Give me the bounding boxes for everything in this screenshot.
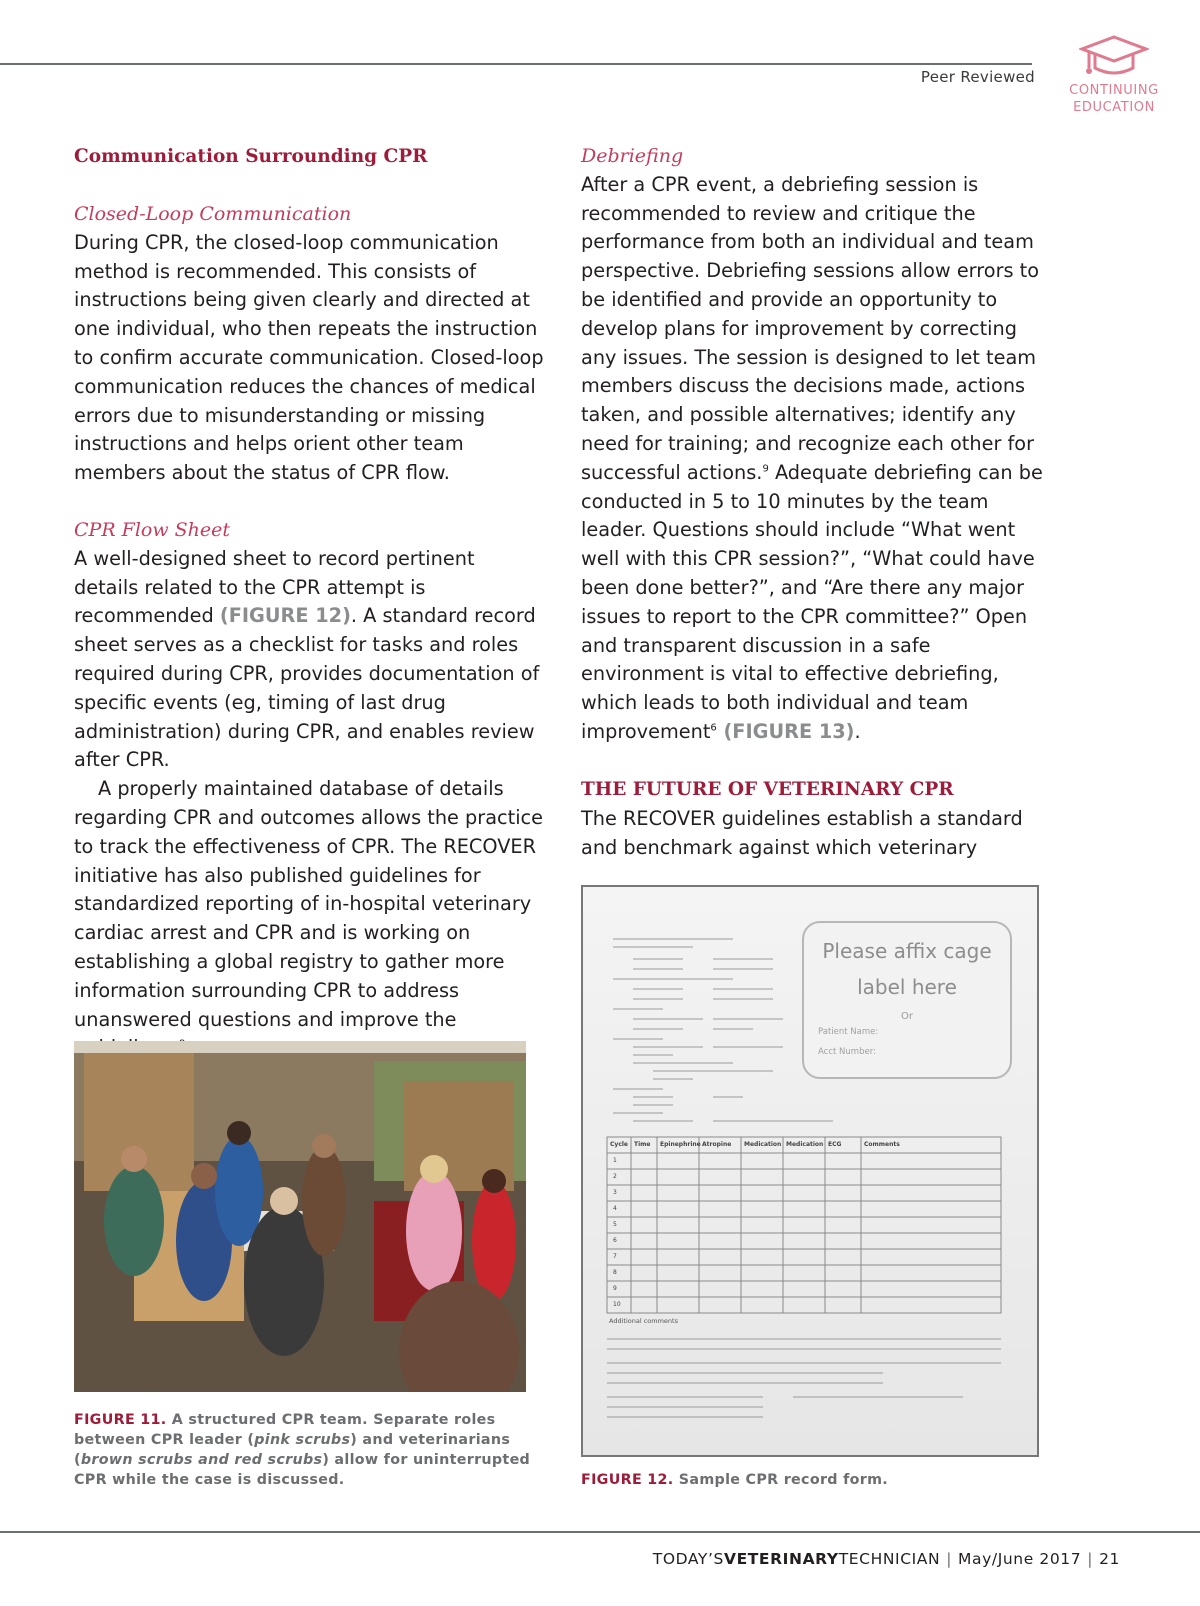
subheading-closed-loop: Closed-Loop Communication [74,203,352,225]
caption-text: Sample CPR record form. [673,1472,889,1488]
affix-line-1: Please affix cage [822,939,992,963]
form-table-header: Medication [786,1141,824,1148]
figure-11-photo [74,1041,526,1392]
magazine-title-bold: VETERINARY [723,1550,839,1568]
figure-11-caption [74,1410,534,1490]
form-table-header: Cycle [610,1141,628,1148]
footer-separator: | [946,1550,953,1568]
form-cycle-number: 9 [613,1285,617,1292]
figure-12-cpr-record-form [581,885,1039,1457]
text-span: Adequate debriefing can be conducted in 5 to 10 minutes by the team leader. Questions should include “What went well with this CPR session?”, “What could have been done better?”, and “Are there any major issues to report to the CPR committee?” Open and transparent discussion in a safe environment is vital to effective debriefing, which leads to both individual and team improvement [581,460,1043,743]
issue-date: May/June 2017 [958,1550,1082,1568]
form-cycle-number: 6 [613,1237,617,1244]
form-cycle-number: 5 [613,1221,617,1228]
form-cycle-number: 10 [613,1301,621,1308]
caption-emphasis: brown scrubs and red scrubs [80,1452,323,1468]
form-table-header: ECG [828,1141,842,1148]
section-heading-communication: Communication Surrounding CPR [74,146,428,167]
form-cycle-number: 4 [613,1205,617,1212]
peer-reviewed-label: Peer Reviewed [920,68,1035,86]
figure-12-reference[interactable]: (FIGURE 12) [219,604,351,628]
subheading-debriefing: Debriefing [581,145,684,167]
text-span: . [854,719,861,743]
paragraph-database [74,775,544,1063]
patient-name-field: Patient Name: [818,1027,879,1037]
magazine-title-prefix: TODAY’S [652,1550,724,1568]
paragraph-flow-sheet [74,545,544,775]
acct-number-field: Acct Number: [818,1047,876,1057]
form-cycle-number: 7 [613,1253,617,1260]
paragraph-debriefing [581,171,1047,747]
form-table-header: Comments [864,1141,900,1148]
subheading-cpr-flow-sheet: CPR Flow Sheet [74,518,231,541]
form-table-header: Epinephrine [660,1141,701,1148]
cpr-team-photo [74,1041,526,1392]
right-column [581,142,1047,862]
citation-9: 9 [762,463,769,475]
text-span: . A standard record sheet serves as a checklist for tasks and roles required during CPR, provides documentation of specific events (eg, timing of last drug administration) during CPR, and enables review after CPR. [74,604,540,772]
form-table-header: Time [634,1141,651,1148]
form-table-header: Medication [744,1141,782,1148]
citation-6: 6 [710,722,717,734]
caption-text: ) allow for uninterrupted CPR while the case is discussed. [74,1452,531,1488]
left-column [74,142,544,1063]
paragraph-closed-loop: During CPR, the closed-loop communication method is recommended. This consists of instructions being given clearly and directed at one individual, who then repeats the instruction to confirm accurate communication. Closed-loop communication reduces the chances of medical errors due to misunderstanding or missing instructions and helps orient other team members about the status of CPR flow. [74,230,544,485]
cage-label-box [802,921,1012,1079]
additional-comments-label: Additional comments [609,1317,678,1325]
form-cycle-number: 1 [613,1157,617,1164]
caption-text: ) and veterinarians ( [74,1432,511,1468]
page-footer [600,1550,1120,1568]
caption-emphasis: pink scrubs [254,1432,351,1448]
text-span: A properly maintained database of details regarding CPR and outcomes allows the practice to track the effectiveness of CPR. The RECOVER initiative has also published guidelines for standardized reporting of in-hospital veterinary cardiac arrest and CPR and is working on establishing a global registry to gather more information surrounding CPR to address unanswered questions and improve the [74,777,544,1031]
cycle-table-text [607,1137,1001,1313]
paragraph-future: The RECOVER guidelines establish a standard and benchmark against which veterinary [581,806,1023,859]
form-table-header: Atropine [702,1141,732,1148]
figure-13-reference[interactable]: (FIGURE 13) [716,719,855,743]
figure-12-label: FIGURE 12. [581,1472,674,1488]
badge-line-2: EDUCATION [1073,100,1155,115]
figure-12-caption [581,1470,1041,1490]
header-rule [0,63,1032,65]
badge-line-1: CONTINUING [1069,83,1159,98]
affix-or: Or [901,1011,913,1022]
footer-separator: | [1087,1550,1094,1568]
form-cycle-number: 2 [613,1173,617,1180]
page-number: 21 [1099,1550,1120,1568]
text-span: After a CPR event, a debriefing session is recommended to review and critique the performance from both an individual and team perspective. Debriefing sessions allow errors to be identified and provide an opportunity to develop plans for improvement by correcting any issues. The session is designed to let team members discuss the decisions made, actions taken, and possible alternatives; identify any need for training; and recognize each other for successful actions. [581,172,1040,484]
text-span: A well-designed sheet to record pertinent details related to the CPR attempt is recommended [74,546,475,628]
affix-label-text [804,933,1010,1005]
footer-rule [0,1531,1200,1533]
caption-text: A structured CPR team. Separate roles between CPR leader ( [74,1412,496,1448]
graduation-cap-icon [1079,34,1149,78]
affix-line-2: label here [857,975,957,999]
magazine-title-suffix: TECHNICIAN [838,1550,941,1568]
continuing-education-badge [1052,34,1176,116]
form-cycle-number: 3 [613,1189,617,1196]
section-heading-future: THE FUTURE OF VETERINARY CPR [581,778,954,800]
form-cycle-number: 8 [613,1269,617,1276]
figure-11-label: FIGURE 11. [74,1412,167,1428]
